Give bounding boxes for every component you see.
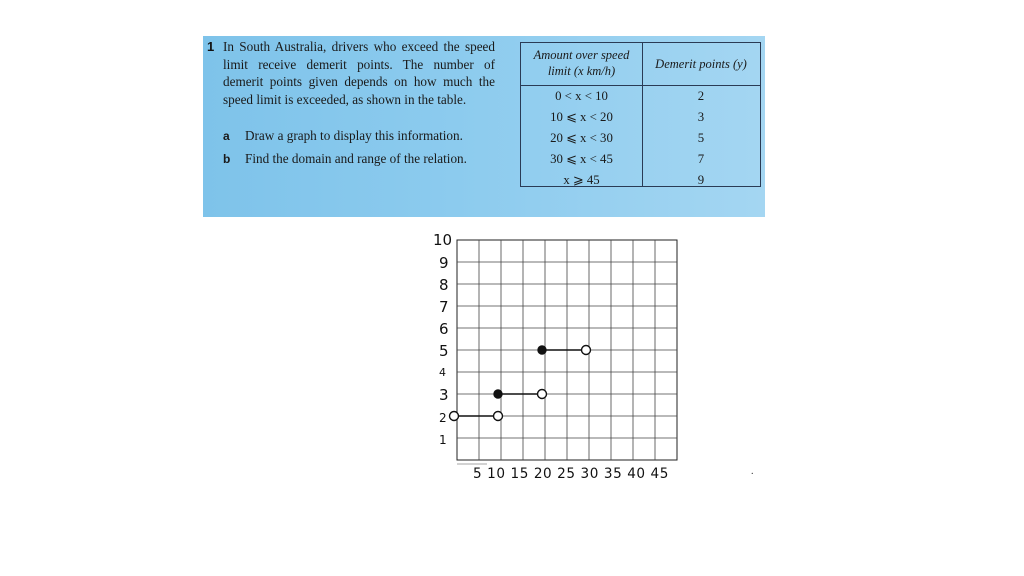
y-label-4: 4 xyxy=(439,366,446,379)
row-range: 30 ⩽ x < 45 xyxy=(550,152,613,166)
row-range: x ⩾ 45 xyxy=(563,173,600,187)
step-segment xyxy=(538,346,591,355)
row-points: 3 xyxy=(697,110,705,124)
header-speed-line1: Amount over speed xyxy=(533,48,630,62)
textbook-photo xyxy=(203,36,765,217)
step-segments xyxy=(450,346,591,421)
open-endpoint xyxy=(450,412,459,421)
y-label-6: 6 xyxy=(439,320,449,338)
question-text: In South Australia, drivers who exceed the speed limit receive demerit points. The number of demerit points given depends on how much the speed limit is exceeded, as shown in the table. xyxy=(223,39,495,107)
y-label-5: 5 xyxy=(439,342,449,360)
y-label-2: 2 xyxy=(439,411,447,425)
handwritten-graph xyxy=(425,230,685,485)
part-b xyxy=(223,151,467,167)
stray-mark: . xyxy=(751,466,754,477)
question-number: 1 xyxy=(207,39,215,54)
x-axis-labels: 5 10 15 20 25 30 35 40 45 xyxy=(473,466,669,482)
row-points: 7 xyxy=(697,152,705,166)
table-header-divider xyxy=(521,85,760,86)
y-label-8: 8 xyxy=(439,276,449,294)
open-endpoint xyxy=(582,346,591,355)
part-b-text: Find the domain and range of the relation. xyxy=(245,151,467,166)
y-label-10: 10 xyxy=(433,231,453,249)
y-label-9: 9 xyxy=(439,254,449,272)
y-label-1: 1 xyxy=(439,433,447,447)
closed-endpoint xyxy=(494,390,502,398)
y-label-3: 3 xyxy=(439,386,449,404)
y-label-7: 7 xyxy=(439,298,449,316)
row-points: 2 xyxy=(697,89,705,103)
part-b-letter: b xyxy=(223,152,231,166)
step-segment xyxy=(450,412,503,421)
header-speed xyxy=(521,47,642,79)
open-endpoint xyxy=(494,412,503,421)
row-range: 20 ⩽ x < 30 xyxy=(550,131,613,145)
part-a-text: Draw a graph to display this information. xyxy=(245,128,463,143)
row-range: 10 ⩽ x < 20 xyxy=(550,110,613,124)
demerit-table xyxy=(520,42,761,187)
row-points: 5 xyxy=(697,131,705,145)
header-points: Demerit points (y) xyxy=(655,57,747,71)
header-speed-line2: limit (x km/h) xyxy=(547,64,616,78)
closed-endpoint xyxy=(538,346,546,354)
row-range: 0 < x < 10 xyxy=(555,89,608,103)
open-endpoint xyxy=(538,390,547,399)
row-points: 9 xyxy=(697,173,705,187)
part-a-letter: a xyxy=(223,129,230,143)
part-a xyxy=(223,128,463,144)
step-segment xyxy=(494,390,547,399)
